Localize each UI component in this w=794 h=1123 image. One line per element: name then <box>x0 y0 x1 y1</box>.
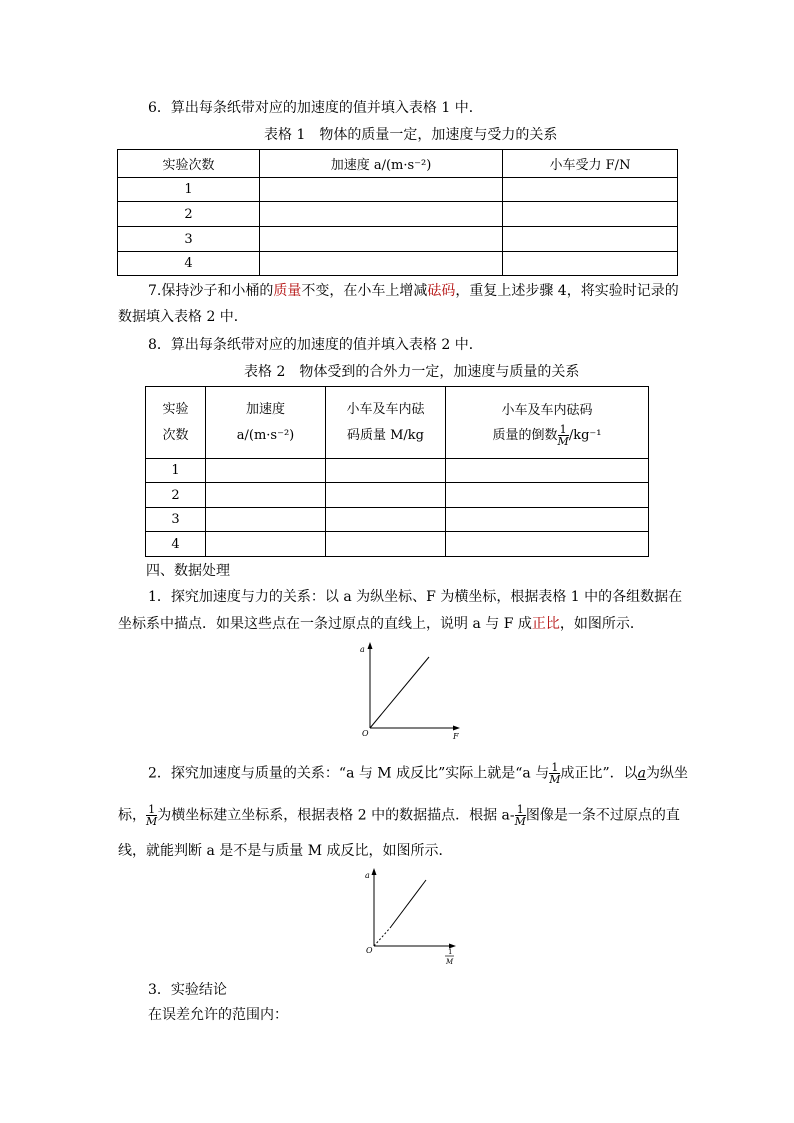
header-text: 次数 <box>162 427 189 443</box>
paragraph-text: ，如图所示． <box>559 616 644 632</box>
header-text-line-2 <box>446 424 648 447</box>
fraction-numerator: 1 <box>146 804 157 816</box>
table1-row-num: 1 <box>118 178 260 202</box>
x-label: F <box>453 732 459 741</box>
table1-caption: 表格 1 物体的质量一定，加速度与受力的关系 <box>264 127 558 143</box>
table2-row-num: 1 <box>146 459 206 483</box>
table1-row-num: 4 <box>118 252 260 276</box>
table2-caption: 表格 2 物体受到的合外力一定，加速度与质量的关系 <box>244 364 580 380</box>
paragraph-4: 在误差允许的范围内： <box>148 1007 288 1023</box>
paragraph-1-line-2 <box>118 613 644 633</box>
step-6-text: 6．算出每条纸带对应的加速度的值并填入表格 1 中． <box>148 100 483 116</box>
table2-header-inverse-mass <box>446 387 649 459</box>
fraction-numerator: 1 <box>558 424 569 436</box>
table1-cell <box>260 178 503 202</box>
header-text: 小车及车内砝码 <box>501 402 593 418</box>
table1-cell <box>503 178 678 202</box>
table1-row-num: 3 <box>118 227 260 252</box>
table2-cell <box>326 483 446 508</box>
table2-cell <box>326 508 446 532</box>
step7-highlight-mass: 质量 <box>273 283 302 299</box>
table2-cell <box>206 459 326 483</box>
dashed-extension <box>374 928 390 946</box>
y-axis-arrow <box>372 868 377 875</box>
paragraph-text: 为纵坐 <box>646 765 689 782</box>
x-label-denominator: M <box>446 958 454 966</box>
table2-header-mass <box>326 387 446 459</box>
table1-cell <box>260 252 503 276</box>
header-text: /kg⁻¹ <box>568 427 602 443</box>
step7-highlight-weights: 砝码 <box>427 283 456 299</box>
header-text: a/(m·s⁻²) <box>236 427 295 443</box>
highlight-proportional: 正比 <box>531 616 560 632</box>
table1-cell <box>260 227 503 252</box>
y-label: a <box>365 871 370 880</box>
paragraph-text: 图像是一条不过原点的直 <box>525 807 680 824</box>
table1-cell <box>503 252 678 276</box>
step-8-text: 8．算出每条纸带对应的加速度的值并填入表格 2 中． <box>148 337 483 353</box>
table2-cell <box>206 508 326 532</box>
step7-post: ，重复上述步骤 4，将实验时记录的 <box>455 283 679 299</box>
fraction-numerator: 1 <box>515 804 526 816</box>
graph-a-vs-f <box>352 640 472 745</box>
table2-header-trial <box>146 387 206 459</box>
one-over-m-fraction <box>549 762 560 785</box>
table1-header-acceleration: 加速度 a/(m·s⁻²) <box>260 150 503 178</box>
paragraph-2-line-1 <box>148 762 688 785</box>
table2-row-num: 3 <box>146 508 206 532</box>
origin-label: O <box>366 946 373 955</box>
origin-label: O <box>362 729 369 738</box>
step7-mid: 不变，在小车上增减 <box>301 283 428 299</box>
header-text: 质量的倒数 <box>492 427 558 443</box>
table2-cell <box>326 459 446 483</box>
header-text: 码质量 M/kg <box>346 427 425 443</box>
table2-cell <box>446 459 649 483</box>
fraction-numerator: 1 <box>549 762 560 774</box>
fraction-denominator: M <box>549 773 561 786</box>
y-label: a <box>360 645 365 654</box>
one-over-m-fraction <box>515 804 526 827</box>
paragraph-2-line-2 <box>118 804 680 827</box>
table1-cell <box>503 227 678 252</box>
header-text: 加速度 <box>245 401 285 417</box>
x-label-numerator: 1 <box>448 948 453 956</box>
table2-cell <box>206 483 326 508</box>
table2-cell <box>206 532 326 557</box>
step-7-line-2: 数据填入表格 2 中． <box>118 309 248 325</box>
table-1 <box>117 149 678 276</box>
underlined-a: a <box>637 765 647 782</box>
paragraph-1-line-1: 1．探究加速度与力的关系：以 a 为纵坐标、F 为横坐标，根据表格 1 中的各组数据在 <box>148 589 683 605</box>
section-heading: 四、数据处理 <box>146 563 230 579</box>
header-text: 小车及车内砝 <box>346 401 425 417</box>
paragraph-2-line-3: 线，就能判断 a 是不是与质量 M 成反比，如图所示． <box>118 843 453 859</box>
y-axis-arrow <box>368 642 373 649</box>
x-axis-arrow <box>453 726 460 731</box>
table2-row-num: 4 <box>146 532 206 557</box>
table2-cell <box>446 532 649 557</box>
table2-cell <box>326 532 446 557</box>
one-over-m-fraction <box>146 804 157 827</box>
paragraph-text: 2．探究加速度与质量的关系：“a 与 M 成反比”实际上就是“a 与 <box>148 765 550 782</box>
table2-header-acceleration <box>206 387 326 459</box>
table1-cell <box>503 202 678 227</box>
step-7-line-1 <box>148 280 679 300</box>
table2-cell <box>446 483 649 508</box>
table2-row-num: 2 <box>146 483 206 508</box>
table1-header-trial: 实验次数 <box>118 150 260 178</box>
paragraph-3: 3．实验结论 <box>148 982 227 998</box>
table1-row-num: 2 <box>118 202 260 227</box>
header-text: 实验 <box>162 401 189 417</box>
table2-cell <box>446 508 649 532</box>
fraction-denominator: M <box>557 434 569 448</box>
paragraph-text: 标， <box>118 807 146 824</box>
fraction-denominator: M <box>146 815 158 828</box>
table1-header-force: 小车受力 F/N <box>503 150 678 178</box>
fraction-denominator: M <box>514 815 526 828</box>
paragraph-text: 坐标系中描点．如果这些点在一条过原点的直线上，说明 a 与 F 成 <box>118 616 532 632</box>
inverse-mass-fraction <box>558 424 569 447</box>
table1-cell <box>260 202 503 227</box>
table-2 <box>145 386 649 557</box>
step7-pre: 7.保持沙子和小桶的 <box>148 283 274 299</box>
paragraph-text: 成正比”．以 <box>560 765 638 782</box>
graph-a-vs-inverse-m <box>358 866 468 966</box>
data-line <box>370 657 429 728</box>
paragraph-text: 为横坐标建立坐标系，根据表格 2 中的数据描点．根据 a- <box>157 807 515 824</box>
data-line <box>390 880 426 928</box>
